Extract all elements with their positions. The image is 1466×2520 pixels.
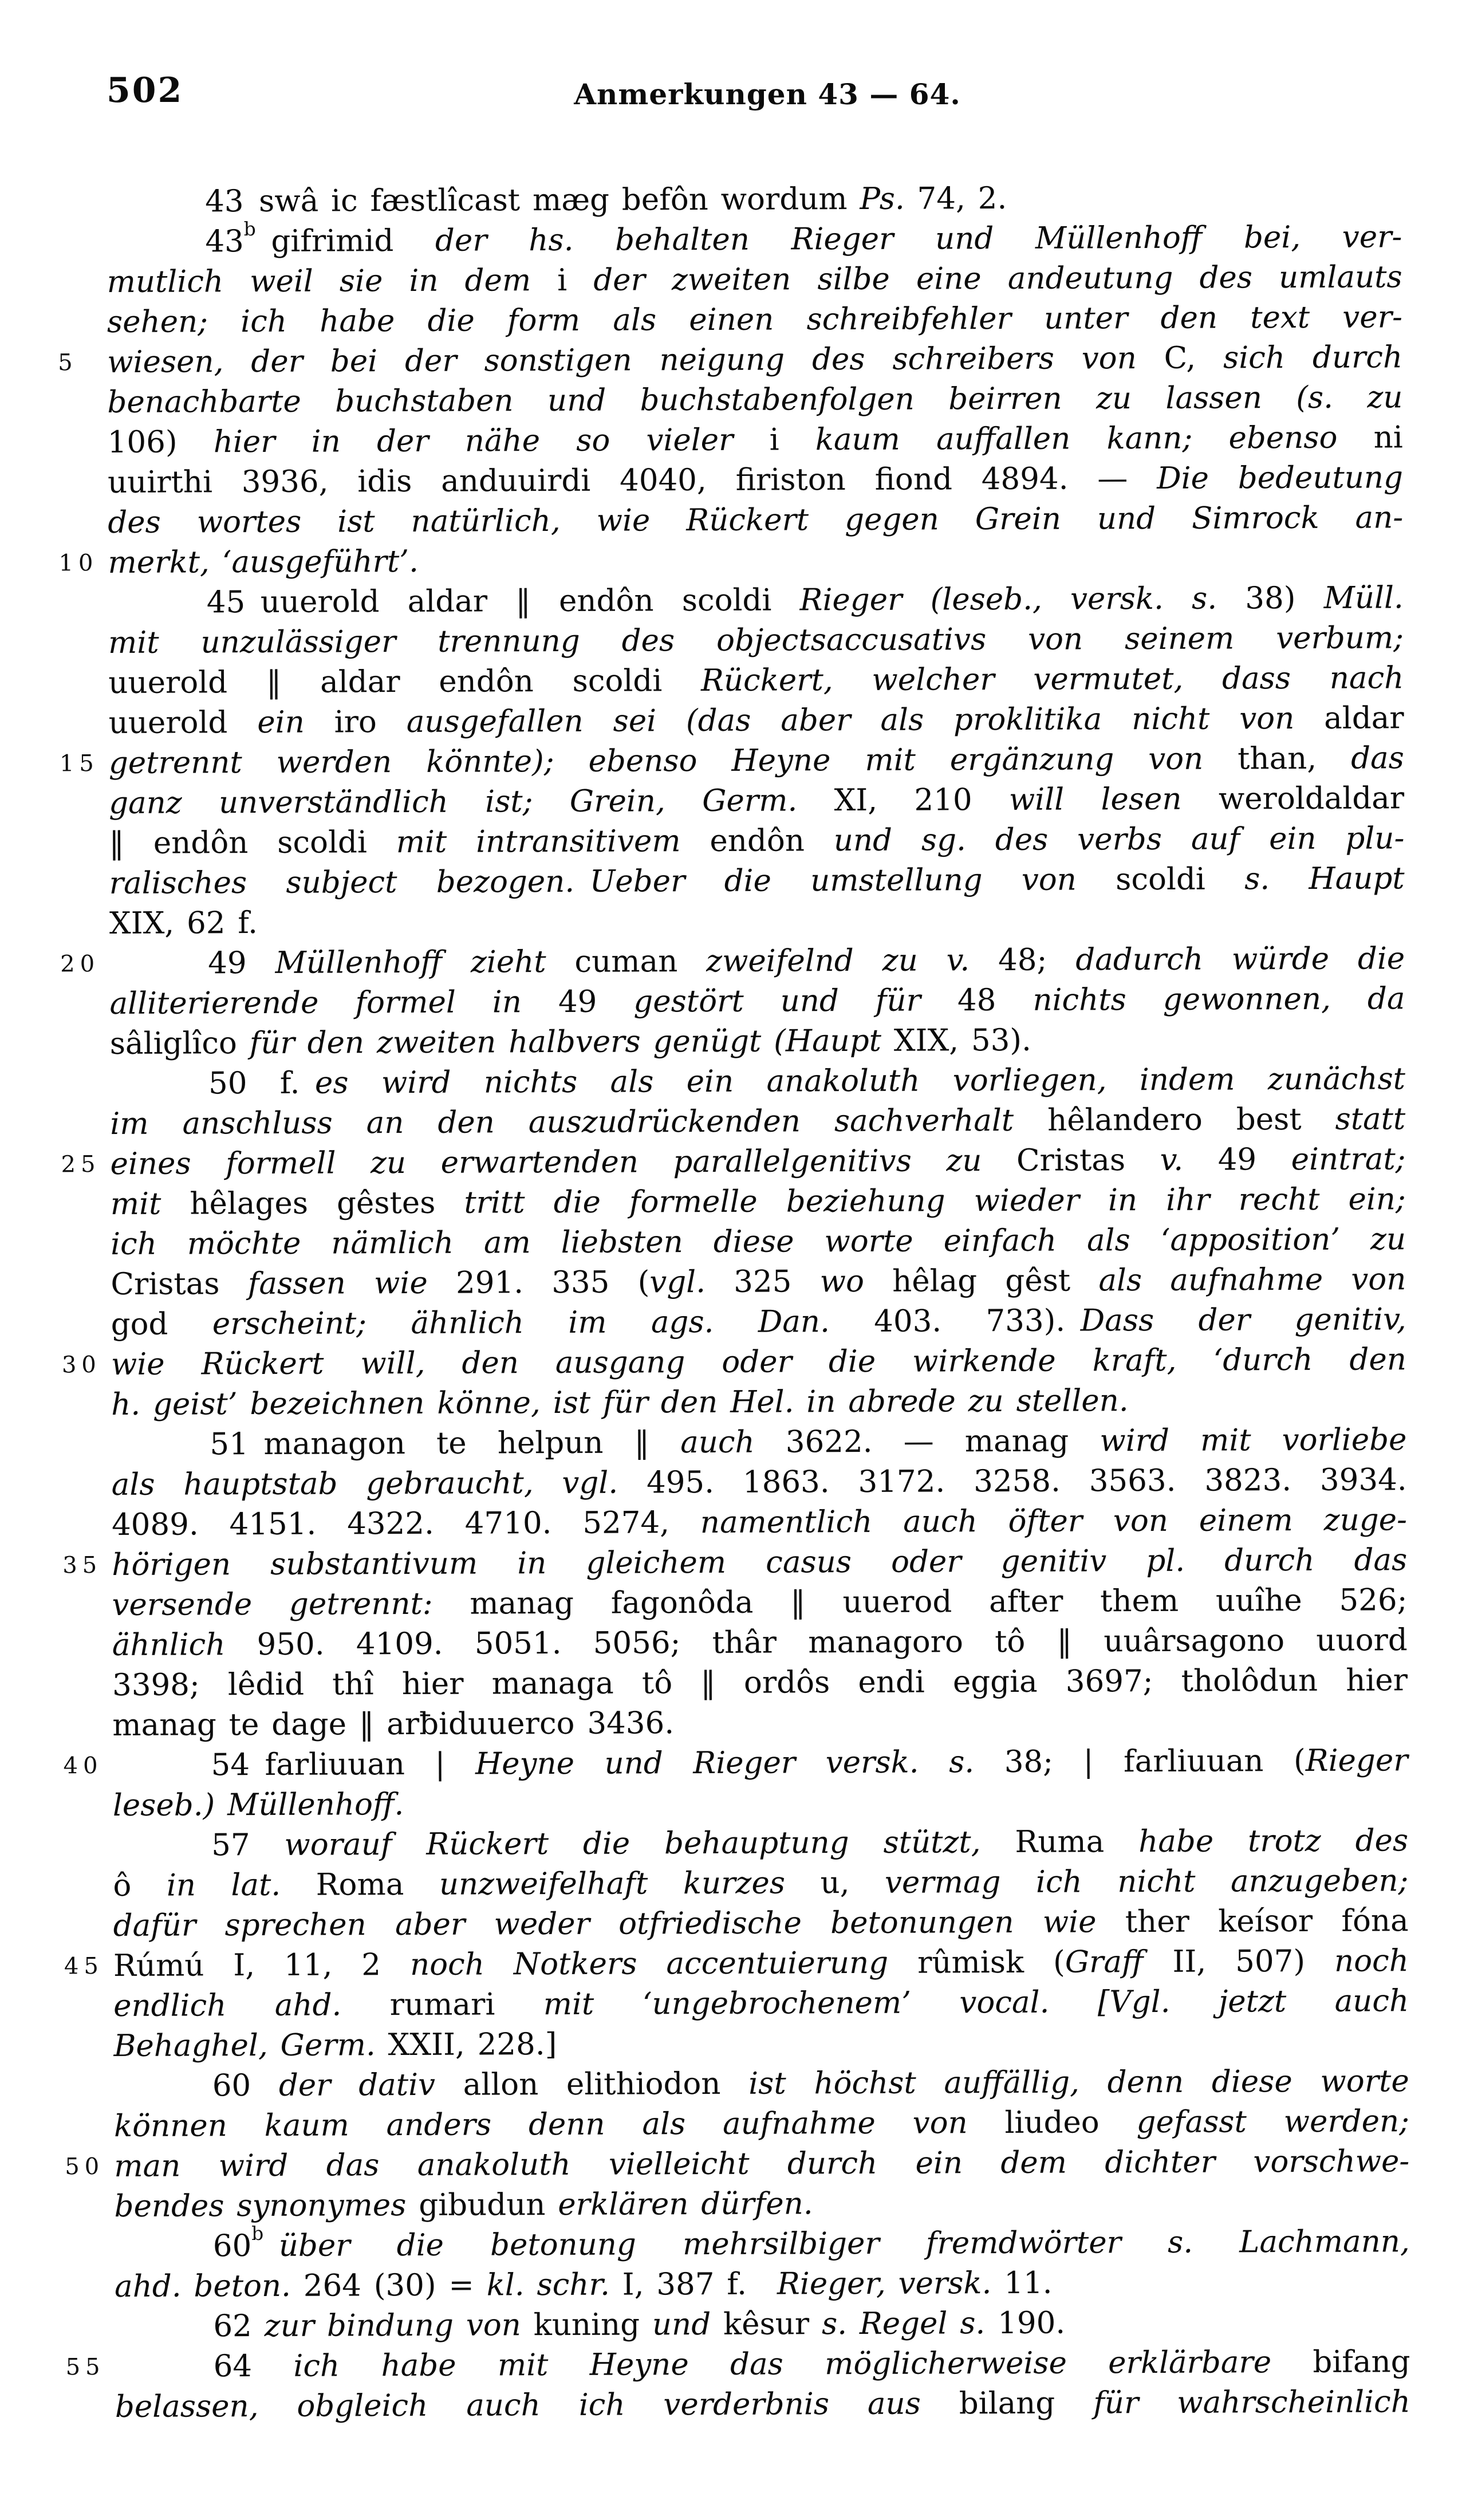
line-text: uuerold ‖ aldar endôn scoldi Rückert, welcher vermutet, dass nach xyxy=(108,660,1404,700)
line-text: können kaum anders denn als aufnahme von liudeo gefasst werden; xyxy=(113,2104,1410,2144)
line-text: des wortes ist natürlich, wie Rückert gegen Grein und Simrock an- xyxy=(108,500,1404,540)
line-text: h. geist’ bezeichnen könne, ist für den Hel. in abrede zu stellen. xyxy=(111,1383,1129,1422)
text-line xyxy=(63,1741,1408,1786)
text-line xyxy=(111,1300,1406,1345)
text-line xyxy=(114,2101,1409,2147)
line-text: wie Rückert will, den ausgang oder die wirkende kraft, ‘durch den xyxy=(111,1342,1407,1382)
text-line xyxy=(115,2302,1410,2347)
margin-line-number: 15 xyxy=(59,750,99,777)
text-line xyxy=(109,778,1404,824)
line-text: Cristas fassen wie 291. 335 (vgl. 325 wo hêlag gêst als aufnahme von xyxy=(111,1262,1406,1302)
line-text: getrennt werden könnte); ebenso Heyne mit ergänzung von than, das xyxy=(108,741,1404,781)
line-text: sehen; ich habe die form als einen schreibfehler unter den text ver- xyxy=(107,300,1403,340)
text-line xyxy=(112,1500,1407,1545)
line-text: ahd. beton. 264 (30) = kl. schr. I, 387 f. Rieger, versk. 11. xyxy=(114,2265,1053,2304)
text-line xyxy=(113,1781,1408,1826)
text-line xyxy=(113,2021,1409,2066)
line-text: 43 swâ ic fæstlîcast mæg befôn wordum Ps. 74, 2. xyxy=(205,180,1007,219)
line-text: belassen, obgleich auch ich verderbnis aus bilang für wahrscheinlich xyxy=(115,2384,1411,2424)
line-text: merkt, ‘ausgeführt’. xyxy=(108,544,419,580)
margin-line-number: 50 xyxy=(65,2153,105,2180)
line-text: leseb.) Müllenhoff. xyxy=(112,1787,404,1823)
text-line xyxy=(115,2262,1410,2307)
text-line xyxy=(114,2061,1409,2106)
line-text: ähnlich 950. 4109. 5051. 5056; thâr managoro tô ‖ uuârsagono uuord xyxy=(112,1623,1408,1663)
margin-line-number: 5 xyxy=(58,349,78,376)
line-text: uuerold ein iro ausgefallen sei (das aber als proklitika nicht von aldar xyxy=(108,700,1404,741)
text-line xyxy=(62,1540,1408,1585)
text-line xyxy=(109,818,1404,864)
line-text: 3398; lêdid thî hier managa tô ‖ ordôs endi eggia 3697; tholôdun hier xyxy=(112,1663,1408,1703)
line-text: XIX, 62 f. xyxy=(109,905,258,941)
text-line xyxy=(107,177,1402,222)
line-text: 60$^b$ über die betonung mehrsilbiger fremdwörter s. Lachmann, xyxy=(212,2222,1410,2264)
text-line xyxy=(58,538,1403,583)
line-text: benachbarte buchstaben und buchstabenfolgen beirren zu lassen (s. zu xyxy=(107,380,1403,420)
text-line xyxy=(108,618,1404,663)
line-text: alliterierende formel in 49 gestört und für 48 nichts gewonnen, da xyxy=(109,981,1405,1021)
text-line xyxy=(112,1460,1407,1505)
text-line xyxy=(110,1099,1405,1144)
margin-line-number: 40 xyxy=(63,1753,103,1779)
text-line xyxy=(107,217,1402,262)
line-text: 51 managon te helpun ‖ auch 3622. — manag wird mit vorliebe xyxy=(210,1422,1407,1462)
text-line xyxy=(58,337,1403,383)
text-line xyxy=(111,1179,1406,1224)
text-line xyxy=(115,2222,1410,2267)
text-line xyxy=(108,698,1404,743)
line-text: sâliglîco für den zweiten halbvers genügt (Haupt XIX, 53). xyxy=(109,1022,1032,1061)
margin-line-number: 55 xyxy=(65,2354,105,2381)
margin-line-number: 20 xyxy=(60,951,100,978)
line-text: ‖ endôn scoldi mit intransitivem endôn und sg. des verbs auf ein plu- xyxy=(109,821,1405,861)
line-text: ralisches subject bezogen. Ueber die umstellung von scoldi s. Haupt xyxy=(109,861,1405,901)
line-text: mutlich weil sie in dem i der zweiten silbe eine andeutung des umlauts xyxy=(107,259,1402,300)
text-line xyxy=(114,2182,1409,2227)
text-line xyxy=(110,1059,1405,1104)
text-line xyxy=(109,859,1405,904)
text-block xyxy=(58,177,1411,2427)
line-text: man wird das anakoluth vielleicht durch ein dem dichter vorschwe- xyxy=(114,2144,1410,2184)
text-line xyxy=(108,658,1404,703)
margin-line-number: 25 xyxy=(61,1151,101,1178)
text-line xyxy=(60,939,1405,984)
running-title: Anmerkungen 43 — 64. xyxy=(574,77,961,111)
line-text: 49 Müllenhoff zieht cuman zweifelnd zu v. 48; dadurch würde die xyxy=(208,941,1405,981)
text-line xyxy=(111,1259,1406,1305)
line-text: eines formell zu erwartenden parallelgenitivs zu Cristas v. 49 eintrat; xyxy=(110,1141,1406,1182)
text-line xyxy=(113,1821,1408,1866)
text-line xyxy=(115,2382,1410,2427)
text-line xyxy=(111,1420,1406,1465)
line-text: Behaghel, Germ. XXII, 228.] xyxy=(113,2027,557,2064)
line-text: 106) hier in der nähe so vieler i kaum auffallen kann; ebenso ni xyxy=(107,420,1403,460)
text-line xyxy=(111,1380,1406,1425)
line-text: als hauptstab gebraucht, vgl. 495. 1863. 3172. 3258. 3563. 3823. 3934. xyxy=(111,1462,1407,1502)
line-text: endlich ahd. rumari mit ‘ungebrochenem’ vocal. [Vgl. jetzt auch xyxy=(113,1983,1409,2023)
text-line xyxy=(112,1700,1408,1746)
text-line xyxy=(108,578,1404,623)
text-line xyxy=(110,1019,1405,1064)
line-text: uuirthi 3936, idis anduuirdi 4040, firiston fiond 4894. — Die bedeutung xyxy=(107,460,1404,500)
line-text: ô in lat. Roma unzweifelhaft kurzes u, vermag ich nicht anzugeben; xyxy=(113,1863,1409,1903)
line-text: 45 uuerold aldar ‖ endôn scoldi Rieger (leseb., versk. s. 38) Müll. xyxy=(206,580,1404,620)
text-line xyxy=(109,979,1405,1024)
line-text: wiesen, der bei der sonstigen neigung des schreibers von C, sich durch xyxy=(107,340,1403,380)
line-text: manag te dage ‖ arƀiduuerco 3436. xyxy=(112,1706,675,1743)
text-line xyxy=(59,738,1404,783)
line-text: 60 der dativ allon elithiodon ist höchst auffällig, denn diese worte xyxy=(212,2064,1409,2104)
text-line xyxy=(61,1139,1406,1184)
line-text: 64 ich habe mit Heyne das möglicherweise erklärbare bifang xyxy=(213,2344,1410,2384)
text-line xyxy=(112,1580,1407,1625)
line-text: hörigen substantivum in gleichem casus oder genitiv pl. durch das xyxy=(112,1542,1408,1582)
text-line xyxy=(108,458,1403,503)
margin-line-number: 10 xyxy=(58,550,98,577)
page-number: 502 xyxy=(107,70,184,111)
margin-line-number: 35 xyxy=(62,1552,103,1579)
line-text: Rúmú I, 11, 2 noch Notkers accentuierung rûmisk (Graff II, 507) noch xyxy=(113,1943,1409,1983)
line-text: 57 worauf Rückert die behauptung stützt, Ruma habe trotz des xyxy=(211,1823,1409,1863)
line-text: mit unzulässiger trennung des objectsaccusativs von seinem verbum; xyxy=(108,620,1404,660)
line-text: 50 f. es wird nichts als ein anakoluth vorliegen, indem zunächst xyxy=(208,1061,1406,1101)
line-text: god erscheint; ähnlich im ags. Dan. 403. 733). Dass der genitiv, xyxy=(111,1302,1406,1342)
text-line xyxy=(65,2141,1410,2187)
line-text: 54 farliuuan | Heyne und Rieger versk. s. 38; | farliuuan (Rieger xyxy=(211,1743,1408,1783)
text-line xyxy=(61,1340,1407,1385)
line-text: 43$^b$ gifrimid der hs. behalten Rieger und Müllenhoff bei, ver- xyxy=(205,217,1402,259)
line-text: ich möchte nämlich am liebsten diese worte einfach als ‘apposition’ zu xyxy=(111,1222,1406,1262)
text-line xyxy=(112,1620,1408,1665)
line-text: bendes synonymes gibudun erklären dürfen. xyxy=(114,2186,813,2224)
text-line xyxy=(108,418,1403,463)
line-text: ganz unverständlich ist; Grein, Germ. XI, 210 will lesen weroldaldar xyxy=(109,781,1405,821)
line-text: 4089. 4151. 4322. 4710. 5274, namentlich auch öfter von einem zuge- xyxy=(111,1502,1408,1542)
text-line xyxy=(108,498,1403,543)
line-text: mit hêlages gêstes tritt die formelle beziehung wieder in ihr recht ein; xyxy=(110,1182,1406,1222)
text-line xyxy=(65,2342,1410,2387)
line-text: versende getrennt: manag fagonôda ‖ uuerod after them uuîhe 526; xyxy=(112,1582,1408,1623)
text-line xyxy=(112,1660,1408,1706)
text-line xyxy=(109,899,1405,944)
text-line xyxy=(113,1861,1408,1906)
line-text: im anschluss an den auszudrückenden sachverhalt hêlandero best statt xyxy=(110,1101,1406,1141)
margin-line-number: 30 xyxy=(61,1352,101,1379)
text-line xyxy=(64,1941,1409,1986)
text-line xyxy=(111,1219,1406,1265)
text-line xyxy=(107,257,1402,302)
text-line xyxy=(113,1901,1409,1946)
margin-line-number: 45 xyxy=(64,1953,104,1980)
text-line xyxy=(113,1981,1409,2026)
text-line xyxy=(107,297,1402,342)
text-line xyxy=(107,377,1402,423)
line-text: dafür sprechen aber weder otfriedische betonungen wie ther keísor fóna xyxy=(113,1903,1409,1943)
line-text: 62 zur bindung von kuning und kêsur s. Regel s. 190. xyxy=(213,2305,1066,2344)
